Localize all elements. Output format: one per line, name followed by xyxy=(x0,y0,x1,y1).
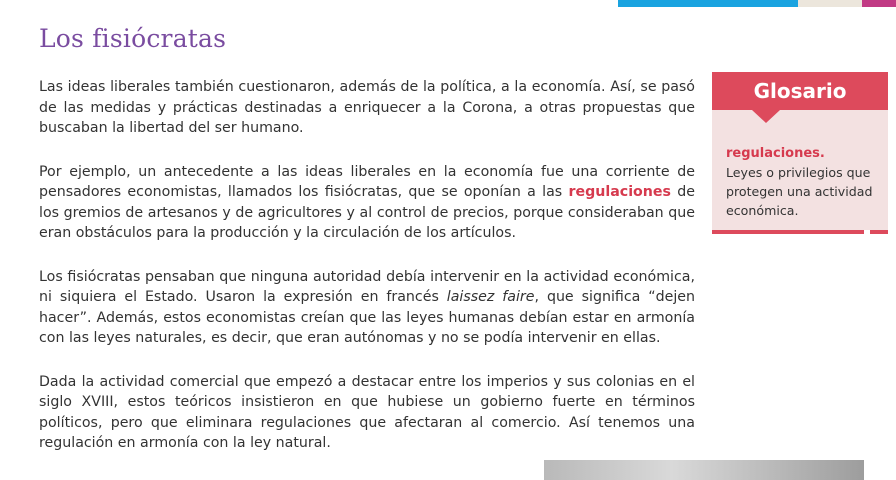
photo-image xyxy=(544,460,864,480)
page-title: Los fisiócratas xyxy=(39,24,227,53)
paragraph-3-before: Los fisiócratas pensaban que ninguna autoridad debía intervenir en la actividad económica, ni siquiera el Estado. Usaron la expresión en francés xyxy=(39,268,695,305)
glossary-body xyxy=(712,110,888,230)
glossary-box xyxy=(712,72,888,234)
top-bar-accent xyxy=(862,0,896,7)
highlighted-term: regulaciones xyxy=(568,184,671,200)
glossary-pointer-icon xyxy=(752,110,780,123)
paragraph-3 xyxy=(39,267,695,349)
top-bar-section-tab xyxy=(618,0,798,7)
main-text xyxy=(39,77,695,477)
top-bar-spacer xyxy=(798,0,862,7)
paragraph-1: Las ideas liberales también cuestionaron, además de la política, a la economía. Así, se pasó de las medidas y prácticas destinadas a enriquecer a la Corona, a otras propuestas que buscaban la libertad del ser humano. xyxy=(39,79,695,136)
glossary-definition: Leyes o privilegios que protegen una actividad económica. xyxy=(726,165,873,218)
paragraph-3-after: , que significa “dejen hacer”. Además, estos economistas creían que las leyes humanas debían estar en armonía con las leyes naturales, es decir, que eran autónomas y no se podía intervenir en ellas. xyxy=(39,289,696,346)
glossary-rule-short xyxy=(870,230,888,234)
italic-phrase: laissez faire xyxy=(446,289,535,305)
paragraph-4: Dada la actividad comercial que empezó a destacar entre los imperios y sus colonias en el siglo XVIII, estos teóricos insistieron en que hubiese un gobierno fuerte en términos políticos, pero que eliminara regulaciones que afectaran al comercio. Así tenemos una regulación en armonía con la ley natural. xyxy=(39,373,695,451)
glossary-term: regulaciones. xyxy=(726,146,825,161)
paragraph-2 xyxy=(39,162,695,244)
glossary-rule-long xyxy=(712,230,864,234)
glossary-bottom-rule xyxy=(712,230,888,234)
glossary-heading: Glosario xyxy=(712,72,888,110)
paragraph-2-before: Por ejemplo, un antecedente a las ideas liberales en la economía fue una corriente de pensadores economistas, llamados los fisiócratas, que se oponían a las xyxy=(39,163,695,200)
paragraph-2-after: de los gremios de artesanos y de agricultores y al control de precios, porque consideraban que eran obstáculos para la producción y la circulación de los artículos. xyxy=(39,184,695,241)
